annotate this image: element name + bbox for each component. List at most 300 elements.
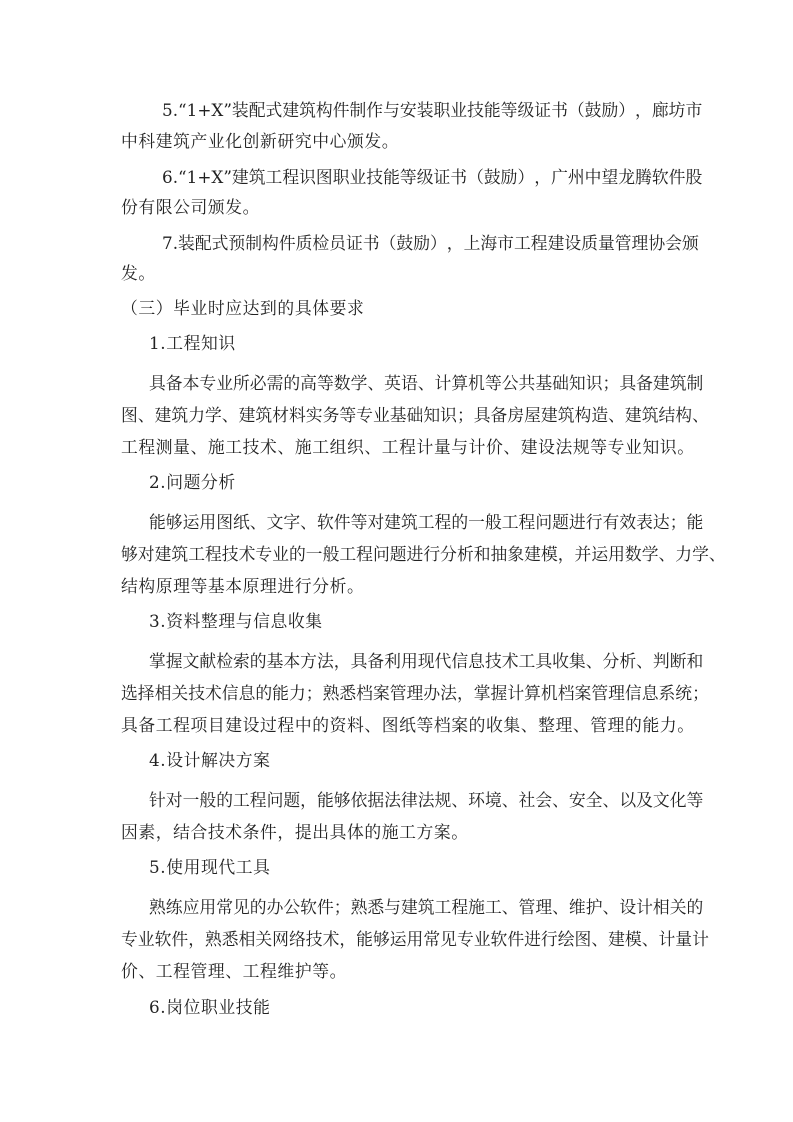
glyph: 应 [182,897,200,917]
glyph: 装 [178,233,195,253]
glyph: 房 [507,405,525,425]
glyph: 施 [468,897,485,917]
glyph: 掌 [149,651,166,671]
glyph: + [197,100,212,120]
glyph: 能 [686,512,704,532]
glyph: 职 [332,167,350,187]
glyph: 文 [266,512,284,532]
glyph: 般 [322,544,340,564]
glyph: ； [669,512,687,532]
glyph: 程 [434,512,452,532]
glyph: 协 [648,233,666,253]
glyph: 技 [221,544,239,564]
glyph: 配 [248,100,266,120]
glyph: X [211,167,224,187]
glyph: 6 [162,167,173,187]
glyph: 能 [383,167,400,187]
glyph: 、 [602,897,620,917]
glyph: 有 [602,512,620,532]
glyph: 系 [658,683,676,703]
glyph: 建 [238,405,256,425]
glyph: 海 [480,233,498,253]
glyph: 设 [564,233,582,253]
glyph: 对 [137,544,155,564]
glyph: 级 [416,167,434,187]
glyph: 构 [262,233,279,253]
glyph: 运 [591,544,609,564]
glyph: 见 [232,897,250,917]
glyph: 进 [524,929,541,949]
glyph: 络 [288,929,306,949]
glyph: 和 [686,651,704,671]
glyph: 建 [624,405,642,425]
glyph: . [172,100,179,120]
glyph: ） [618,100,636,120]
glyph: 力 [288,683,306,703]
glyph: 判 [652,651,670,671]
glyph: + [197,167,212,187]
glyph: 及 [636,790,653,810]
glyph: 专 [121,929,138,949]
glyph: 配 [194,233,212,253]
glyph: 、 [501,897,519,917]
glyph: 法 [417,790,435,810]
glyph: 等 [500,100,518,120]
glyph: 式 [265,100,283,120]
glyph: 一 [182,790,200,810]
glyph: 务 [322,405,340,425]
glyph: 全 [585,790,603,810]
glyph: 法 [440,683,457,703]
glyph: 本 [182,373,200,393]
item5-line1 [162,99,703,121]
glyph: 的 [255,683,273,703]
glyph: ” [223,167,232,187]
glyph: 的 [451,512,469,532]
glyph: 5 [162,100,173,120]
glyph: 关 [171,683,189,703]
glyph: 坊 [668,100,686,120]
glyph: 管 [389,683,407,703]
glyph: 关 [669,897,687,917]
glyph: 专 [356,405,373,425]
glyph: 筑 [299,100,316,120]
glyph: 理 [631,233,649,253]
glyph: 识 [440,405,457,425]
glyph: 够 [372,929,390,949]
glyph: 用 [406,929,424,949]
glyph: 和 [473,544,491,564]
glyph: 模 [624,929,642,949]
glyph: 能 [316,790,334,810]
glyph: ， [446,233,464,253]
glyph: 程 [530,233,548,253]
glyph: 悉 [221,929,239,949]
glyph: 学 [641,544,659,564]
glyph: 屋 [524,405,541,425]
glyph: 、 [658,544,676,564]
glyph: 收 [552,651,569,671]
glyph: 1 [186,167,198,187]
glyph: 会 [665,233,682,253]
glyph: 化 [669,790,687,810]
glyph: 常 [216,897,233,917]
glyph: 业 [216,373,233,393]
glyph: 能 [356,929,373,949]
glyph: 员 [329,233,346,253]
req3-line1 [149,650,704,672]
glyph: 上 [463,233,481,253]
glyph: 筑 [248,167,266,187]
glyph: 、 [708,544,726,564]
glyph: 题 [389,544,407,564]
glyph: 工 [417,512,435,532]
glyph: 绘 [557,929,575,949]
glyph: 需 [266,373,284,393]
glyph: 、 [608,405,625,425]
glyph: 励 [413,233,430,253]
glyph: 文 [652,790,670,810]
glyph: 熟 [204,929,222,949]
glyph: 纸 [232,512,250,532]
glyph: 熟 [322,683,340,703]
glyph: 件 [668,167,686,187]
glyph: 书 [551,100,568,120]
glyph: 构 [315,100,333,120]
glyph: 题 [552,512,569,532]
glyph: 、 [137,405,155,425]
glyph: 识 [299,167,316,187]
glyph: 进 [568,512,586,532]
glyph: 备 [636,373,653,393]
glyph: 检 [216,651,233,671]
glyph: . [172,233,179,253]
glyph: 励 [601,100,619,120]
glyph: ， [456,683,474,703]
glyph: 图 [574,929,592,949]
req2-line1 [149,511,704,533]
glyph: 件 [278,233,296,253]
glyph: 证 [433,167,451,187]
glyph: 的 [216,790,233,810]
glyph: 信 [221,683,239,703]
req5-line3: 价、工程管理、工程维护等。 [121,961,347,981]
glyph: 业 [272,544,289,564]
glyph: 等 [399,167,417,187]
glyph: 算 [524,683,541,703]
glyph: 计 [434,373,452,393]
glyph: 识 [585,373,603,393]
glyph: 量 [675,929,693,949]
glyph: 所 [232,373,250,393]
glyph: 程 [204,544,222,564]
req2-line2 [121,543,726,565]
glyph: 护 [585,897,603,917]
glyph: “ [178,100,187,120]
glyph: 建 [282,100,300,120]
req2-title: 2.问题分析 [149,472,236,492]
glyph: 息 [641,683,659,703]
glyph: ； [333,897,351,917]
glyph: ； [305,683,323,703]
glyph: 程 [282,167,300,187]
glyph: 建 [608,929,625,949]
glyph: 关 [255,929,273,949]
glyph: 够 [121,544,138,564]
req6-title: 6.岗位职业技能 [149,997,271,1017]
glyph: 运 [389,929,407,949]
glyph: 案 [372,683,390,703]
glyph: 用 [400,651,418,671]
glyph: 集 [568,651,586,671]
glyph: 术 [501,651,519,671]
glyph: 工 [513,233,531,253]
glyph: 相 [238,929,256,949]
glyph: ， [339,929,357,949]
glyph: 建 [652,373,670,393]
glyph: 制 [349,100,367,120]
glyph: 工 [434,897,452,917]
glyph: 模 [540,544,558,564]
glyph: 与 [383,100,400,120]
glyph: 悉 [339,683,357,703]
glyph: 件 [507,929,525,949]
glyph: 的 [686,897,704,917]
glyph: 图 [315,167,333,187]
glyph: 学 [692,544,709,564]
glyph: 筑 [557,405,575,425]
glyph: 证 [534,100,552,120]
glyph: ） [517,167,535,187]
glyph: 握 [165,651,183,671]
req5-line1 [149,896,704,918]
glyph: “ [178,167,187,187]
glyph: 息 [468,651,485,671]
glyph: 针 [149,790,166,810]
glyph: 学 [350,373,368,393]
req4-title: 4.设计解决方案 [149,750,271,770]
glyph: 档 [557,683,575,703]
glyph: 础 [406,405,424,425]
glyph: 质 [581,233,598,253]
glyph: 、 [692,405,709,425]
glyph: ； [456,405,474,425]
glyph: 、 [641,929,659,949]
glyph: 理 [535,897,553,917]
glyph: 析 [456,544,474,564]
glyph: 技 [305,929,323,949]
glyph: 设 [619,897,637,917]
glyph: 献 [199,651,217,671]
glyph: 图 [121,405,138,425]
glyph: 本 [283,651,301,671]
glyph: 基 [535,373,553,393]
glyph: 检 [312,233,330,253]
glyph: 具 [535,651,553,671]
glyph: 颁 [681,233,699,253]
glyph: 建 [524,544,541,564]
glyph: 、 [552,790,569,810]
req1-title: 1.工程知识 [149,333,236,353]
glyph: 知 [568,373,586,393]
glyph: 等 [316,373,334,393]
glyph: 软 [316,512,334,532]
glyph: 语 [400,373,418,393]
glyph: 数 [333,373,351,393]
glyph: 的 [249,897,267,917]
glyph: 筑 [641,405,659,425]
glyph: 息 [238,683,256,703]
req2-line3: 结构原理等基本原理进行分析。 [121,576,365,596]
glyph: 、 [552,897,569,917]
glyph: 题 [283,790,301,810]
glyph: 悉 [367,897,385,917]
glyph: 信 [451,651,469,671]
glyph: 对 [165,790,183,810]
glyph: 级 [517,100,535,120]
glyph: 工 [501,512,519,532]
glyph: 用 [608,544,625,564]
glyph: 知 [423,405,441,425]
glyph: 行 [423,544,441,564]
glyph: 社 [518,790,536,810]
glyph: 基 [389,405,407,425]
glyph: 的 [288,544,306,564]
glyph: 练 [165,897,183,917]
glyph: 职 [433,100,451,120]
glyph: 证 [346,233,363,253]
glyph: 的 [249,651,267,671]
glyph: 术 [322,929,340,949]
glyph: 工 [518,651,536,671]
glyph: 具 [473,405,491,425]
glyph: 与 [384,897,401,917]
glyph: 程 [451,897,469,917]
glyph: 行 [540,929,558,949]
glyph: ” [223,100,232,120]
glyph: 机 [540,683,558,703]
glyph: 、 [249,512,267,532]
item7-line2: 发。 [121,263,156,283]
glyph: 装 [231,100,249,120]
glyph: 以 [619,790,637,810]
glyph: 术 [204,683,222,703]
glyph: 现 [417,651,435,671]
glyph: 具 [350,651,368,671]
glyph: 筑 [255,405,273,425]
glyph: 环 [468,790,485,810]
glyph: 抽 [490,544,508,564]
glyph: 料 [288,405,306,425]
glyph: （ [379,233,397,253]
glyph: 备 [165,373,183,393]
glyph: 腾 [635,167,652,187]
glyph: 字 [283,512,301,532]
glyph: 专 [199,373,217,393]
glyph: 件 [333,512,351,532]
glyph: 法 [384,790,401,810]
glyph: 能 [483,100,501,120]
glyph: 般 [484,512,502,532]
glyph: 计 [636,897,653,917]
glyph: 断 [669,651,687,671]
glyph: 够 [333,790,351,810]
glyph: 一 [468,512,485,532]
req5-line2 [121,928,709,950]
glyph: 、 [585,651,603,671]
glyph: ， [188,929,205,949]
glyph: （ [567,100,585,120]
glyph: 市 [685,100,703,120]
glyph: 公 [283,897,301,917]
glyph: 技 [484,651,502,671]
glyph: 建 [231,167,249,187]
glyph: 建 [154,405,172,425]
glyph: 等 [686,790,704,810]
glyph: 质 [295,233,313,253]
glyph: 图 [216,512,233,532]
glyph: 造 [591,405,609,425]
glyph: 、 [602,790,620,810]
glyph: 础 [552,373,569,393]
req4-line1 [149,789,704,811]
glyph: 、 [417,373,435,393]
glyph: ； [602,373,620,393]
glyph: 构 [675,405,693,425]
glyph: 网 [272,929,289,949]
glyph: 般 [199,790,217,810]
glyph: 程 [518,512,536,532]
glyph: 中 [584,167,602,187]
glyph: 软 [651,167,669,187]
glyph: ； [692,683,709,703]
glyph: 制 [686,373,704,393]
req5-title: 5.使用现代工具 [149,857,271,877]
glyph: 能 [272,683,289,703]
glyph: 作 [366,100,384,120]
glyph: 鼓 [483,167,501,187]
glyph: 维 [568,897,586,917]
item5-line2: 中科建筑产业化创新研究中心颁发。 [121,131,400,151]
glyph: 问 [535,512,553,532]
glyph: 建 [400,897,418,917]
glyph: ， [333,651,351,671]
glyph: 建 [154,544,172,564]
glyph: 熟 [149,897,166,917]
glyph: 力 [675,544,693,564]
glyph: 工 [188,544,205,564]
glyph: 工 [484,897,502,917]
glyph: 公 [501,373,519,393]
glyph: 握 [490,683,508,703]
glyph: 龙 [618,167,636,187]
glyph: 见 [440,929,457,949]
glyph: 技 [188,683,205,703]
glyph: 择 [137,683,155,703]
glyph: ， [534,167,552,187]
glyph: 用 [199,897,217,917]
glyph: 安 [399,100,417,120]
req1-line1 [149,372,704,394]
req3-line3: 具备工程项目建设过程中的资料、图纸等档案的收集、整理、管理的能力。 [121,715,695,735]
glyph: 业 [372,405,390,425]
glyph: 安 [568,790,586,810]
glyph: 备 [367,651,385,671]
glyph: . [172,167,179,187]
glyph: 技 [467,100,484,120]
glyph: 理 [608,683,625,703]
glyph: 行 [585,512,603,532]
